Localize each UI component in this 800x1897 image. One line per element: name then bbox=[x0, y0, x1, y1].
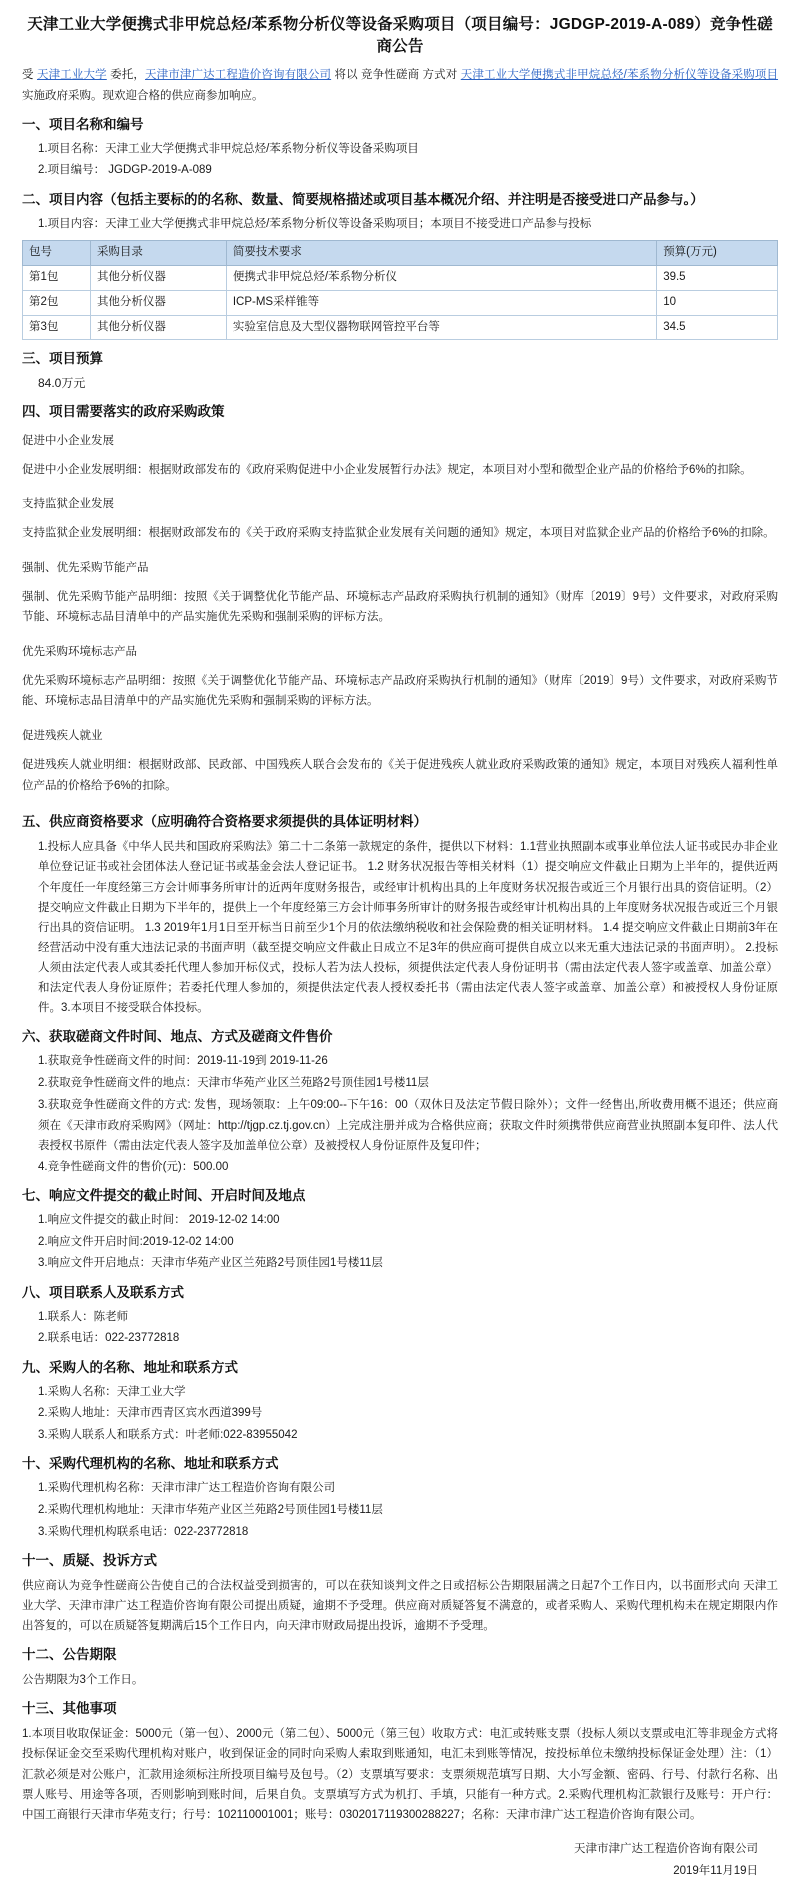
cell-requirements: 便携式非甲烷总烃/苯系物分析仪 bbox=[226, 265, 656, 290]
policy-name-sme: 促进中小企业发展 bbox=[22, 434, 114, 447]
section-4-heading: 四、项目需要落实的政府采购政策 bbox=[22, 403, 225, 419]
section-6-heading: 六、获取磋商文件时间、地点、方式及磋商文件售价 bbox=[22, 1029, 333, 1045]
policy-detail-energy: 强制、优先采购节能产品明细：按照《关于调整优化节能产品、环境标志产品政府采购执行机制的通知》（财库〔2019〕9号）文件要求，对政府采购节能、环境标志品目清单中的产品实施优先采购和强制采购的评标方法。 bbox=[22, 590, 778, 624]
cell-budget: 10 bbox=[657, 290, 778, 315]
intro-mid-2: 将以 竞争性磋商 方式对 bbox=[331, 69, 461, 82]
table-header-row bbox=[23, 241, 778, 266]
th-package-no: 包号 bbox=[23, 241, 91, 266]
page-title: 天津工业大学便携式非甲烷总烃/苯系物分析仪等设备采购项目（项目编号：JGDGP-2019-A-089）竞争性磋商公告 bbox=[27, 16, 773, 55]
agency-link[interactable]: 天津市津广达工程造价咨询有限公司 bbox=[145, 69, 332, 82]
project-name-item: 1.项目名称：天津工业大学便携式非甲烷总烃/苯系物分析仪等设备采购项目 bbox=[38, 142, 419, 155]
policy-name-eco-label: 优先采购环境标志产品 bbox=[22, 645, 137, 658]
cell-budget: 34.5 bbox=[657, 315, 778, 340]
doc-price: 4.竞争性磋商文件的售价(元)：500.00 bbox=[38, 1160, 229, 1173]
other-matters-body: 1.本项目收取保证金：5000元（第一包）、2000元（第二包）、5000元（第三包）收取方式：电汇或转账支票（投标人须以支票或电汇等非现金方式将投标保证金交至采购代理机构对账户，收到保证金的同时向采购人索取到账通知，电汇未到账等情况，按投标单位未缴纳投标保证金处理）注：（1）汇款必须是对公账户，汇款用途须标注所投项目编号及包号。（2）支票填写要求：支票须规范填写日期、大小写金额、密码、行号、付款行名称、出票人账号、用途等各项，否则影响到账时间，后果自负。支票填写方式为机打、手填，只能有一种方式。2.采购代理机构汇款银行及账号：开户行：中国工商银行天津市华苑支行；行号：102110001001；账号：0302017119300288227；名称：天津市津广达工程造价咨询有限公司。 bbox=[22, 1728, 778, 1821]
cell-package-no: 第3包 bbox=[23, 315, 91, 340]
complaint-body: 供应商认为竞争性磋商公告使自己的合法权益受到损害的，可以在获知谈判文件之日或招标公告期限届满之日起7个工作日内，以书面形式向 天津工业大学、天津市津广达工程造价咨询有限公司提出质疑，逾期不予受理。供应商对质疑答复不满意的，或者采购人、采购代理机构未在规定期限内作出答复的，可以在质疑答复期满后15个工作日内，向天津市财政局提出投诉，逾期不予受理。 bbox=[22, 1579, 778, 1633]
policy-detail-prison: 支持监狱企业发展明细：根据财政部发布的《关于政府采购支持监狱企业发展有关问题的通知》规定，本项目对监狱企业产品的价格给予6%的扣除。 bbox=[22, 527, 775, 540]
supplier-qualification-body: 1.投标人应具备《中华人民共和国政府采购法》第二十二条第一款规定的条件，提供以下材料：1.1营业执照副本或事业单位法人证书或民办非企业单位登记证书或社会团体法人登记证书或基金会法人登记证书。 1.2 财务状况报告等相关材料（1）提交响应文件截止日期为上半年的，提供近两个年度任一年度经第三方会计师事务所审计的近两年度财务报告，或经审计机构出具的上年度财务状况报告或近三个月银行出具的资信证明。（2）提交响应文件截止日期为下半年的，提供上一个年度经第三方会计师事务所审计的财务报告或经审计机构出具的上年度财务状况报告或近三个月银行出具的资信证明。 1.3 2019年1月1日至开标当日前至少1个月的依法缴纳税收和社会保险费的相关证明材料。 1.4 提交响应文件截止日期前3年在经营活动中没有重大违法记录的书面声明（截至提交响应文件截止日成立不足3年的供应商可提供自成立以来无重大违法记录的书面声明）。 2.投标人须由法定代表人或其委托代理人参加开标仪式，投标人若为法人投标，须提供法定代表人身份证明书（需由法定代表人签字或盖章、加盖公章）和法定代表人身份证原件；若委托代理人参加的，须提供法定代表人授权委托书（需由法定代表人签字或盖章、加盖公章）和被授权人身份证原件。3.本项目不接受联合体投标。 bbox=[38, 841, 778, 1015]
cell-catalog: 其他分析仪器 bbox=[90, 290, 226, 315]
doc-acquire-time: 1.获取竞争性磋商文件的时间：2019-11-19到 2019-11-26 bbox=[38, 1055, 328, 1068]
project-link[interactable]: 天津工业大学便携式非甲烷总烃/苯系物分析仪等设备采购项目 bbox=[460, 69, 779, 82]
doc-acquire-place: 2.获取竞争性磋商文件的地点：天津市华苑产业区兰苑路2号顶佳园1号楼11层 bbox=[38, 1076, 429, 1089]
cell-package-no: 第2包 bbox=[23, 290, 91, 315]
policy-detail-eco-label: 优先采购环境标志产品明细：按照《关于调整优化节能产品、环境标志产品政府采购执行机制的通知》（财库〔2019〕9号）文件要求，对政府采购节能、环境标志品目清单中的产品实施优先采购和强制采购的评标方法。 bbox=[22, 674, 778, 708]
purchaser-contact: 3.采购人联系人和联系方式：叶老师:022-83955042 bbox=[38, 1428, 298, 1441]
section-13-heading: 十三、其他事项 bbox=[22, 1701, 117, 1717]
th-requirements: 简要技术要求 bbox=[226, 241, 656, 266]
section-11-heading: 十一、质疑、投诉方式 bbox=[22, 1553, 157, 1569]
cell-package-no: 第1包 bbox=[23, 265, 91, 290]
signature-block bbox=[22, 1839, 778, 1883]
notice-period-body: 公告期限为3个工作日。 bbox=[22, 1674, 144, 1687]
project-number-item: 2.项目编号： JGDGP-2019-A-089 bbox=[38, 164, 212, 177]
cell-catalog: 其他分析仪器 bbox=[90, 265, 226, 290]
section-12-heading: 十二、公告期限 bbox=[22, 1647, 117, 1663]
budget-total: 84.0万元 bbox=[38, 376, 86, 391]
intro-prefix: 受 bbox=[22, 69, 37, 82]
contact-person: 1.联系人：陈老师 bbox=[38, 1310, 129, 1323]
contact-phone: 2.联系电话：022-23772818 bbox=[38, 1332, 180, 1345]
table-row bbox=[23, 315, 778, 340]
intro-paragraph bbox=[22, 65, 778, 105]
th-budget: 预算(万元) bbox=[657, 241, 778, 266]
cell-requirements: ICP-MS采样锥等 bbox=[226, 290, 656, 315]
policy-detail-sme: 促进中小企业发展明细：根据财政部发布的《政府采购促进中小企业发展暂行办法》规定，本项目对小型和微型企业产品的价格给予6%的扣除。 bbox=[22, 463, 752, 476]
response-open-time: 2.响应文件开启时间:2019-12-02 14:00 bbox=[38, 1235, 234, 1248]
intro-mid-1: 委托， bbox=[106, 69, 145, 82]
section-7-heading: 七、响应文件提交的截止时间、开启时间及地点 bbox=[22, 1188, 306, 1204]
policy-name-prison: 支持监狱企业发展 bbox=[22, 498, 114, 511]
section-1-heading: 一、项目名称和编号 bbox=[22, 116, 144, 132]
policy-detail-disabled: 促进残疾人就业明细：根据财政部、民政部、中国残疾人联合会发布的《关于促进残疾人就业政府采购政策的通知》规定，本项目对残疾人福利性单位产品的价格给予6%的扣除。 bbox=[22, 758, 778, 792]
agency-name: 1.采购代理机构名称：天津市津广达工程造价咨询有限公司 bbox=[38, 1482, 336, 1495]
section-8-heading: 八、项目联系人及联系方式 bbox=[22, 1284, 184, 1300]
agency-address: 2.采购代理机构地址：天津市华苑产业区兰苑路2号顶佳园1号楼11层 bbox=[38, 1503, 383, 1516]
th-catalog: 采购目录 bbox=[90, 241, 226, 266]
cell-budget: 39.5 bbox=[657, 265, 778, 290]
table-row bbox=[23, 290, 778, 315]
intro-suffix: 实施政府采购。现欢迎合格的供应商参加响应。 bbox=[22, 89, 264, 102]
cell-catalog: 其他分析仪器 bbox=[90, 315, 226, 340]
project-content-item: 1.项目内容：天津工业大学便携式非甲烷总烃/苯系物分析仪等设备采购项目；本项目不接受进口产品参与投标 bbox=[38, 217, 592, 230]
section-10-heading: 十、采购代理机构的名称、地址和联系方式 bbox=[22, 1456, 279, 1472]
doc-acquire-method: 3.获取竞争性磋商文件的方式: 发售，现场领取：上午09:00--下午16：00（双休日及法定节假日除外）；文件一经售出,所收费用概不退还；供应商须在《天津市政府采购网》（网址：http://tjgp.cz.tj.gov.cn）上完成注册并成为合格供应商；获取文件时须携带供应商营业执照副本复印件、法人代表授权书原件（需由法定代表人签字及加盖单位公章）及被授权人身份证原件及复印件； bbox=[38, 1099, 778, 1152]
purchaser-name: 1.采购人名称：天津工业大学 bbox=[38, 1385, 186, 1398]
section-3-heading: 三、项目预算 bbox=[22, 351, 103, 367]
section-2-heading: 二、项目内容（包括主要标的的名称、数量、简要规格描述或项目基本概况介绍、并注明是否接受进口产品参与。） bbox=[22, 191, 704, 207]
section-9-heading: 九、采购人的名称、地址和联系方式 bbox=[22, 1359, 238, 1375]
package-table bbox=[22, 240, 778, 340]
cell-requirements: 实验室信息及大型仪器物联网管控平台等 bbox=[226, 315, 656, 340]
signature-org: 天津市津广达工程造价咨询有限公司 bbox=[574, 1842, 758, 1855]
agency-phone: 3.采购代理机构联系电话：022-23772818 bbox=[38, 1525, 249, 1538]
response-deadline: 1.响应文件提交的截止时间： 2019-12-02 14:00 bbox=[38, 1214, 280, 1227]
policy-name-disabled: 促进残疾人就业 bbox=[22, 730, 103, 743]
section-5-heading: 五、供应商资格要求（应明确符合资格要求须提供的具体证明材料） bbox=[22, 814, 427, 830]
signature-date: 2019年11月19日 bbox=[673, 1864, 758, 1877]
table-row bbox=[23, 265, 778, 290]
policy-name-energy: 强制、优先采购节能产品 bbox=[22, 561, 149, 574]
response-open-place: 3.响应文件开启地点：天津市华苑产业区兰苑路2号顶佳园1号楼11层 bbox=[38, 1257, 383, 1270]
purchaser-link[interactable]: 天津工业大学 bbox=[36, 69, 107, 82]
purchaser-address: 2.采购人地址：天津市西青区宾水西道399号 bbox=[38, 1407, 263, 1420]
